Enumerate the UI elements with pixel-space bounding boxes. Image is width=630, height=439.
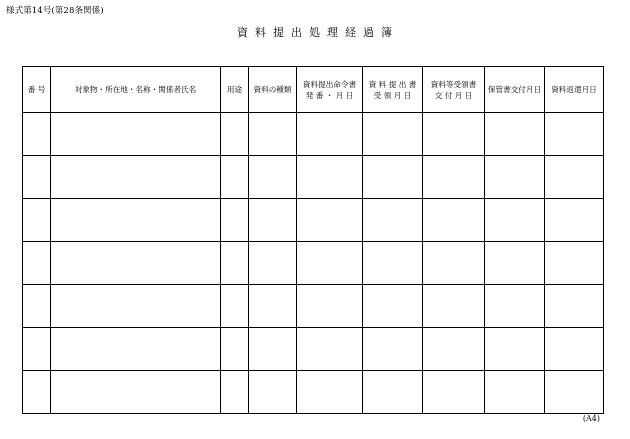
cell-custody-date[interactable]	[485, 199, 545, 242]
cell-order-date[interactable]	[297, 156, 363, 199]
cell-delivery-date[interactable]	[423, 199, 485, 242]
cell-delivery-date[interactable]	[423, 242, 485, 285]
table-row	[23, 156, 604, 199]
cell-return-date[interactable]	[545, 328, 604, 371]
cell-receipt-date[interactable]	[363, 199, 423, 242]
table-row	[23, 113, 604, 156]
document-title: 資料提出処理経過簿	[237, 26, 399, 39]
cell-purpose[interactable]	[221, 242, 249, 285]
cell-custody-date[interactable]	[485, 113, 545, 156]
table-row	[23, 285, 604, 328]
cell-delivery-date[interactable]	[423, 156, 485, 199]
cell-return-date[interactable]	[545, 242, 604, 285]
col-header-material-type: 資料の種類	[249, 67, 297, 113]
cell-order-date[interactable]	[297, 285, 363, 328]
cell-target[interactable]	[51, 199, 221, 242]
cell-delivery-date[interactable]	[423, 285, 485, 328]
col-header-purpose: 用途	[221, 67, 249, 113]
cell-material-type[interactable]	[249, 328, 297, 371]
cell-custody-date[interactable]	[485, 328, 545, 371]
cell-receipt-date[interactable]	[363, 113, 423, 156]
col-header-delivery-date: 資料等受領書 交 付 月 日	[423, 67, 485, 113]
cell-target[interactable]	[51, 328, 221, 371]
processing-log-table	[22, 66, 604, 414]
cell-target[interactable]	[51, 242, 221, 285]
cell-return-date[interactable]	[545, 371, 604, 414]
cell-material-type[interactable]	[249, 242, 297, 285]
cell-purpose[interactable]	[221, 285, 249, 328]
cell-receipt-date[interactable]	[363, 371, 423, 414]
cell-custody-date[interactable]	[485, 371, 545, 414]
paper-size-note: (A4)	[582, 414, 600, 423]
cell-custody-date[interactable]	[485, 285, 545, 328]
form-number-label: 様式第14号(第28条関係)	[6, 6, 104, 16]
table-row	[23, 199, 604, 242]
cell-material-type[interactable]	[249, 371, 297, 414]
cell-material-type[interactable]	[249, 156, 297, 199]
cell-order-date[interactable]	[297, 199, 363, 242]
cell-delivery-date[interactable]	[423, 113, 485, 156]
cell-target[interactable]	[51, 113, 221, 156]
table-row	[23, 328, 604, 371]
cell-order-date[interactable]	[297, 328, 363, 371]
cell-receipt-date[interactable]	[363, 156, 423, 199]
cell-return-date[interactable]	[545, 285, 604, 328]
cell-purpose[interactable]	[221, 328, 249, 371]
cell-return-date[interactable]	[545, 156, 604, 199]
cell-purpose[interactable]	[221, 156, 249, 199]
cell-order-date[interactable]	[297, 242, 363, 285]
cell-number[interactable]	[23, 285, 51, 328]
header-row	[23, 67, 604, 113]
table-body	[23, 113, 604, 414]
cell-number[interactable]	[23, 242, 51, 285]
cell-custody-date[interactable]	[485, 156, 545, 199]
cell-number[interactable]	[23, 113, 51, 156]
cell-purpose[interactable]	[221, 199, 249, 242]
cell-delivery-date[interactable]	[423, 328, 485, 371]
col-header-target: 対象物・所在地・名称・関係者氏名	[51, 67, 221, 113]
cell-receipt-date[interactable]	[363, 285, 423, 328]
col-header-return-date: 資料返還月日	[545, 67, 604, 113]
col-header-order-date: 資料提出命令書 発 番 ・ 月 日	[297, 67, 363, 113]
table-row	[23, 242, 604, 285]
cell-number[interactable]	[23, 199, 51, 242]
cell-target[interactable]	[51, 285, 221, 328]
cell-target[interactable]	[51, 156, 221, 199]
cell-receipt-date[interactable]	[363, 328, 423, 371]
cell-return-date[interactable]	[545, 199, 604, 242]
cell-delivery-date[interactable]	[423, 371, 485, 414]
cell-target[interactable]	[51, 371, 221, 414]
cell-purpose[interactable]	[221, 113, 249, 156]
cell-number[interactable]	[23, 371, 51, 414]
col-header-custody-date: 保管書交付月日	[485, 67, 545, 113]
cell-material-type[interactable]	[249, 199, 297, 242]
cell-custody-date[interactable]	[485, 242, 545, 285]
cell-order-date[interactable]	[297, 113, 363, 156]
cell-purpose[interactable]	[221, 371, 249, 414]
cell-material-type[interactable]	[249, 113, 297, 156]
cell-number[interactable]	[23, 156, 51, 199]
cell-number[interactable]	[23, 328, 51, 371]
cell-material-type[interactable]	[249, 285, 297, 328]
cell-receipt-date[interactable]	[363, 242, 423, 285]
col-header-receipt-date: 資 料 提 出 書 受 領 月 日	[363, 67, 423, 113]
cell-order-date[interactable]	[297, 371, 363, 414]
col-header-number: 番 号	[23, 67, 51, 113]
cell-return-date[interactable]	[545, 113, 604, 156]
table-row	[23, 371, 604, 414]
